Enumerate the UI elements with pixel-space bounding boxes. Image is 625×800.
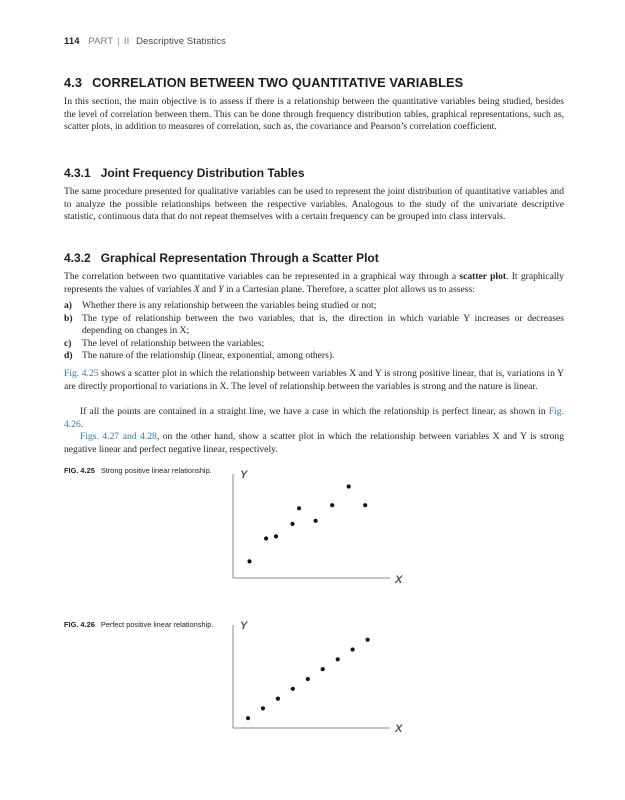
scatter-point-2 — [264, 536, 268, 540]
scatter-intro-paragraph — [64, 271, 564, 296]
running-head — [64, 36, 226, 47]
text-run: The correlation between two quantitative variables can be represented in a graphical way through a — [64, 271, 460, 282]
scatter-point-4 — [290, 522, 294, 526]
x-axis-label: X — [395, 723, 403, 735]
part-label: PART — [88, 36, 114, 47]
text-run: in a Cartesian plane. Therefore, a scatter plot allows us to assess: — [223, 283, 475, 295]
term-scatter-plot: scatter plot — [459, 271, 507, 282]
text-run: shows a scatter plot in which the relationship between variables X and Y is strong positive linear, that is, variations in Y are directly proportional to variations in X. The level of relationship between the variables is strong and the nature is linear. — [64, 368, 564, 392]
list-text: The level of relationship between the variables; — [82, 337, 265, 349]
list-item — [64, 300, 564, 313]
fig-4-26-caption — [64, 620, 213, 629]
scatter-point-5 — [297, 506, 301, 510]
var-x: X — [193, 283, 200, 295]
scatter-point-7 — [330, 503, 334, 507]
list-text: Whether there is any relationship between the variables being studied or not; — [82, 300, 377, 311]
text-run: If all the points are contained in a straight line, we have a case in which the relationship is perfect linear, as shown in — [80, 406, 549, 417]
scatter-point-2 — [261, 706, 265, 710]
fig-4-25-link[interactable]: Fig. 4.25 — [64, 368, 99, 379]
fig-4-26-link[interactable]: Fig. 4.26 — [64, 406, 564, 430]
text-run: , on the other hand, show a scatter plot in which the relationship between variables X and Y is strong negative linear and perfect negative linear, respectively. — [64, 431, 565, 455]
subsection-1-text: The same procedure presented for qualitative variables can be used to represent the joint distribution of quantitative variables and to analyze the possible relationships between the respective variables. Analogous to the study of the univariate descriptive statistic, continuous data that do not repeat themselves with a certain frequency can be grouped into class intervals. — [64, 186, 564, 223]
scatter-point-9 — [366, 638, 370, 642]
section-number: 4.3 — [64, 75, 83, 90]
list-item — [64, 350, 564, 363]
scatter-point-3 — [276, 697, 280, 701]
scatter-point-1 — [247, 559, 251, 563]
fig-4-25-scatter — [230, 462, 403, 590]
y-axis-label: Y — [240, 620, 248, 632]
scatter-point-8 — [351, 647, 355, 651]
scatter-point-8 — [347, 484, 351, 488]
scatter-point-6 — [314, 519, 318, 523]
list-label: a) — [64, 300, 72, 311]
scatter-point-7 — [336, 657, 340, 661]
fig-4-25-paragraph — [64, 368, 564, 393]
subsection-heading-1 — [64, 166, 305, 180]
text-run: . It graphically represents the values of variables — [64, 271, 564, 295]
scatter-point-9 — [363, 503, 367, 507]
part-separator: | — [117, 36, 120, 47]
x-axis-label: X — [395, 574, 403, 586]
list-label: b) — [64, 312, 73, 324]
section-heading — [64, 75, 463, 90]
list-item — [64, 338, 564, 351]
subsection-heading-2 — [64, 251, 379, 265]
perfect-linear-paragraph — [64, 406, 564, 431]
subsection-title-1: Joint Frequency Distribution Tables — [100, 166, 305, 180]
y-axis-label: Y — [240, 469, 248, 481]
fig-4-26-caption-text: Perfect positive linear relationship. — [100, 620, 214, 629]
part-number: II — [123, 36, 130, 47]
assessment-list — [64, 300, 564, 363]
fig-4-26-label: FIG. 4.26 — [64, 620, 95, 629]
text-run: and — [199, 283, 219, 295]
figs-4-27-4-28-link[interactable]: Figs. 4.27 and 4.28 — [80, 431, 157, 442]
section-title: CORRELATION BETWEEN TWO QUANTITATIVE VARIABLES — [92, 75, 464, 90]
list-label: c) — [64, 337, 72, 349]
var-y: Y — [218, 283, 224, 295]
list-item — [64, 313, 564, 338]
scatter-point-4 — [291, 687, 295, 691]
list-label: d) — [64, 350, 73, 362]
page-number: 114 — [64, 36, 80, 47]
scatter-point-5 — [306, 677, 310, 681]
section-intro: In this section, the main objective is to assess if there is a relationship between the quantitative variables being studied, besides the level of correlation between them. This can be done through frequency distribution tables, graphical representations, such as, scatter plots, in addition to measures of correlation, such as, the covariance and Pearson’s correlation coefficient. — [64, 96, 564, 133]
fig-4-26-scatter — [230, 615, 403, 737]
scatter-point-3 — [274, 534, 278, 538]
list-text: The nature of the relationship (linear, exponential, among others). — [82, 350, 335, 362]
fig-4-25-label: FIG. 4.25 — [64, 466, 95, 475]
negative-linear-paragraph — [64, 431, 564, 456]
subsection-number-1: 4.3.1 — [64, 166, 91, 180]
list-text: The type of relationship between the two variables, that is, the direction in which variable Y increases or decreases depending on changes in X; — [82, 312, 564, 337]
fig-4-25-caption — [64, 466, 212, 475]
scatter-point-1 — [246, 716, 250, 720]
part-title: Descriptive Statistics — [136, 36, 226, 47]
subsection-number-2: 4.3.2 — [64, 251, 91, 265]
fig-4-25-caption-text: Strong positive linear relationship. — [100, 466, 212, 475]
scatter-point-6 — [321, 667, 325, 671]
subsection-title-2: Graphical Representation Through a Scatter Plot — [100, 251, 379, 265]
text-run: . — [80, 418, 84, 430]
